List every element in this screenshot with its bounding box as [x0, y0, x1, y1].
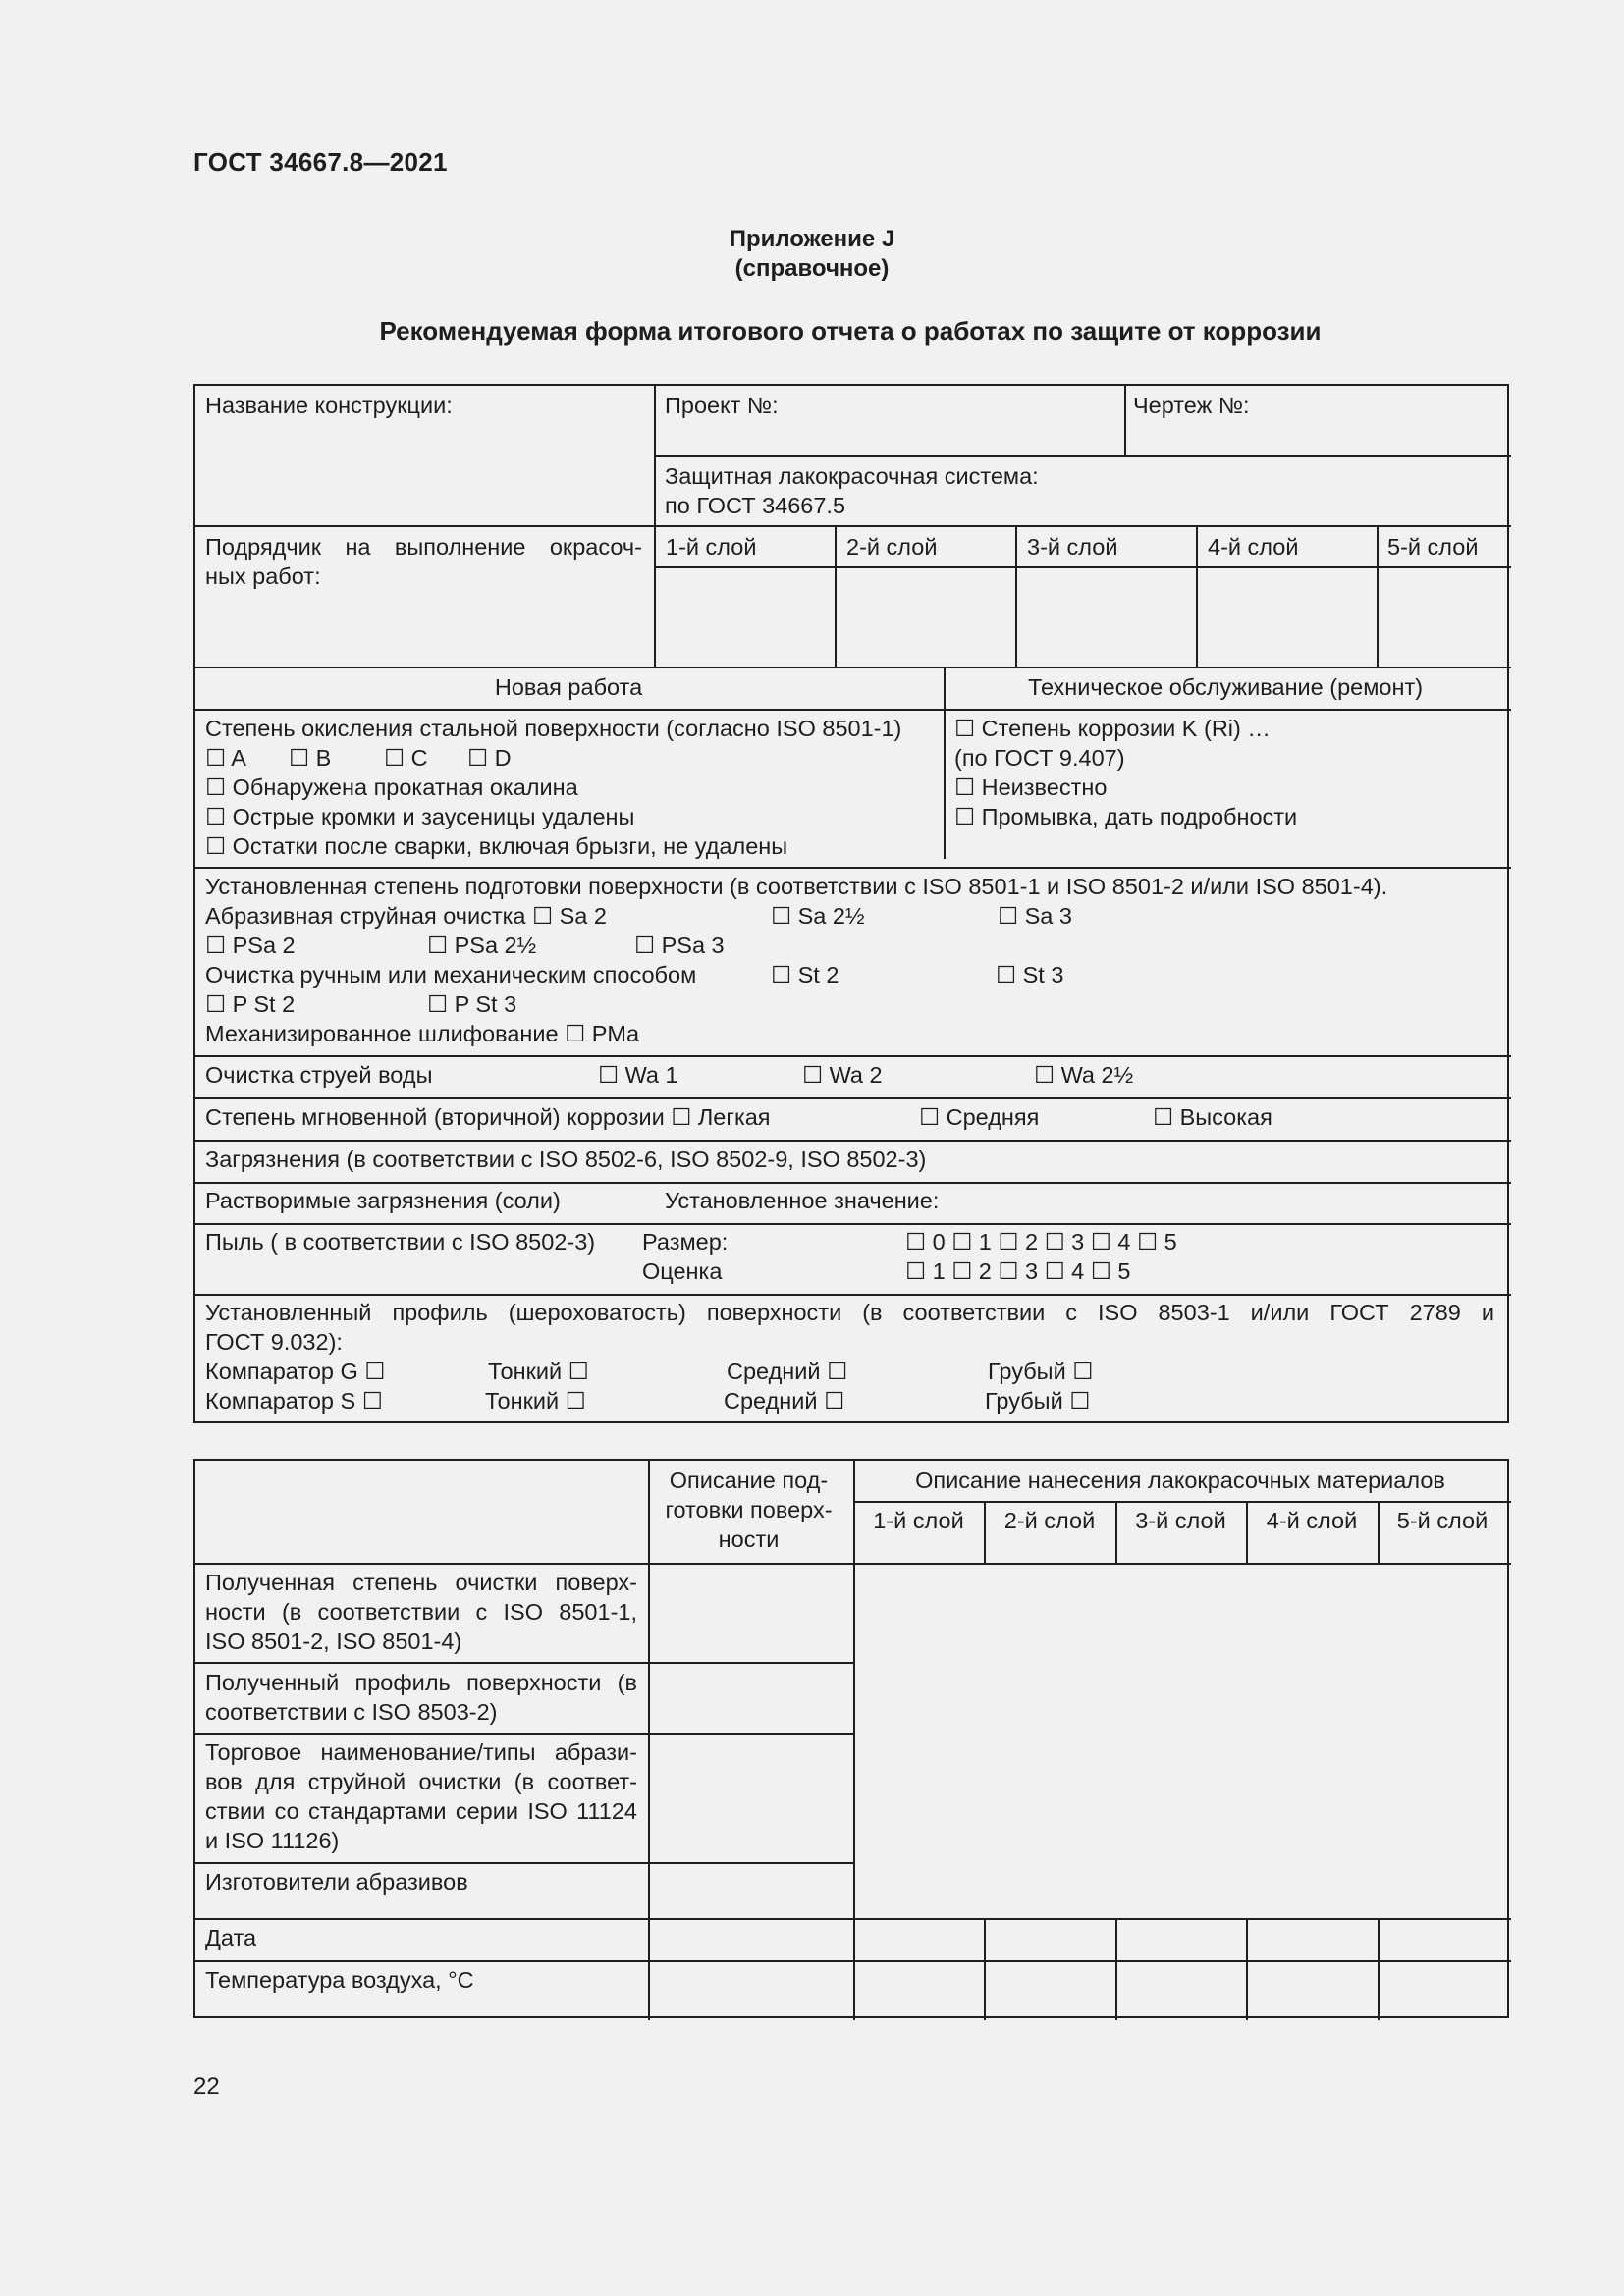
abrasive-trade-label-2: вов для струйной очистки (в соответ-	[205, 1769, 637, 1794]
t2-layer-2-header: 2-й слой	[1003, 1508, 1096, 1533]
comparator-s-checkbox[interactable]: Компаратор S ☐	[205, 1388, 383, 1414]
paint-system-ref: по ГОСТ 34667.5	[665, 493, 846, 518]
dust-size-checkboxes[interactable]: ☐ 0 ☐ 1 ☐ 2 ☐ 3 ☐ 4 ☐ 5	[905, 1229, 1177, 1255]
comparator-g-medium-checkbox[interactable]: Средний ☐	[727, 1359, 848, 1384]
st3-checkbox[interactable]: ☐ St 3	[996, 962, 1064, 988]
t2-layer-4-header: 4-й слой	[1266, 1508, 1358, 1533]
grade-a-checkbox[interactable]: ☐ A	[205, 745, 246, 771]
oxidation-title: Степень окисления стальной поверхности (согласно ISO 8501-1)	[205, 716, 902, 741]
prep-desc-header-3: ности	[718, 1526, 780, 1552]
washing-checkbox[interactable]: ☐ Промывка, дать подробности	[954, 804, 1298, 829]
annex-kind: (справочное)	[734, 255, 890, 282]
layer-4-header: 4-й слой	[1208, 534, 1299, 560]
corrosion-reference: (по ГОСТ 9.407)	[954, 745, 1125, 771]
unknown-checkbox[interactable]: ☐ Неизвестно	[954, 774, 1108, 800]
abrasive-trade-label-3: ствии со стандартами серии ISO 11124	[205, 1798, 637, 1824]
layer-5-header: 5-й слой	[1387, 534, 1479, 560]
project-number-label: Проект №:	[665, 393, 779, 418]
t2-layer-5-header: 5-й слой	[1396, 1508, 1489, 1533]
abrasive-trade-label: Торговое наименование/типы абрази-	[205, 1739, 637, 1765]
coating-desc-header: Описание нанесения лакокрасочных материалов	[915, 1468, 1445, 1493]
pst2-checkbox[interactable]: ☐ P St 2	[205, 991, 296, 1017]
comparator-s-fine-checkbox[interactable]: Тонкий ☐	[485, 1388, 586, 1414]
abrasive-sa2-checkbox[interactable]: Абразивная струйная очистка ☐ Sa 2	[205, 903, 607, 929]
sa2half-checkbox[interactable]: ☐ Sa 2½	[771, 903, 865, 929]
soluble-contamination-label: Растворимые загрязнения (соли)	[205, 1188, 561, 1213]
comparator-s-coarse-checkbox[interactable]: Грубый ☐	[985, 1388, 1091, 1414]
air-temperature-label: Температура воздуха, °C	[205, 1967, 474, 1993]
abrasive-trade-label-4: и ISO 11126)	[205, 1828, 340, 1853]
annex-title: Приложение J	[729, 226, 895, 252]
contractor-label: Подрядчик на выполнение окрасоч-	[205, 534, 642, 560]
flash-rust-high-checkbox[interactable]: ☐ Высокая	[1153, 1104, 1272, 1130]
achieved-cleanliness-label-3: ISO 8501-2, ISO 8501-4)	[205, 1629, 462, 1654]
flash-rust-light-checkbox[interactable]: Степень мгновенной (вторичной) коррозии ☐ Легкая	[205, 1104, 771, 1130]
achieved-profile-label-2: соответствии с ISO 8503-2)	[205, 1699, 498, 1725]
profile-title-cont: ГОСТ 9.032):	[205, 1329, 343, 1355]
layer-1-header: 1-й слой	[666, 534, 757, 560]
wa1-checkbox[interactable]: ☐ Wa 1	[598, 1062, 678, 1088]
t2-layer-1-header: 1-й слой	[873, 1508, 964, 1533]
st2-checkbox[interactable]: ☐ St 2	[771, 962, 839, 988]
psa3-checkbox[interactable]: ☐ PSa 3	[634, 933, 725, 958]
water-jet-label: Очистка струей воды	[205, 1062, 433, 1088]
page-number: 22	[193, 2073, 220, 2100]
dust-rating-checkboxes[interactable]: ☐ 1 ☐ 2 ☐ 3 ☐ 4 ☐ 5	[905, 1258, 1131, 1284]
comparator-g-coarse-checkbox[interactable]: Грубый ☐	[988, 1359, 1094, 1384]
wa2half-checkbox[interactable]: ☐ Wa 2½	[1034, 1062, 1134, 1088]
sa3-checkbox[interactable]: ☐ Sa 3	[998, 903, 1072, 929]
comparator-g-fine-checkbox[interactable]: Тонкий ☐	[488, 1359, 589, 1384]
achieved-cleanliness-label: Полученная степень очистки поверх-	[205, 1570, 637, 1595]
layer-2-header: 2-й слой	[846, 534, 938, 560]
paint-system-label: Защитная лакокрасочная система:	[665, 463, 1039, 489]
flash-rust-medium-checkbox[interactable]: ☐ Средняя	[919, 1104, 1040, 1130]
grade-c-checkbox[interactable]: ☐ C	[384, 745, 428, 771]
dust-label: Пыль ( в соответствии с ISO 8502-3)	[205, 1229, 596, 1255]
machine-grinding-checkbox[interactable]: Механизированное шлифование ☐ PMa	[205, 1021, 640, 1046]
mill-scale-checkbox[interactable]: ☐ Обнаружена прокатная окалина	[205, 774, 578, 800]
layer-3-header: 3-й слой	[1027, 534, 1118, 560]
corrosion-degree-checkbox[interactable]: ☐ Степень коррозии K (Ri) …	[954, 716, 1271, 741]
achieved-cleanliness-label-2: ности (в соответствии с ISO 8501-1,	[205, 1599, 637, 1625]
weld-spatter-checkbox[interactable]: ☐ Остатки после сварки, включая брызги, не удалены	[205, 833, 788, 859]
new-work-header: Новая работа	[494, 674, 643, 700]
grade-b-checkbox[interactable]: ☐ B	[289, 745, 332, 771]
wa2-checkbox[interactable]: ☐ Wa 2	[802, 1062, 883, 1088]
comparator-s-medium-checkbox[interactable]: Средний ☐	[724, 1388, 845, 1414]
established-value-label: Установленное значение:	[665, 1188, 940, 1213]
dust-rating-label: Оценка	[642, 1258, 723, 1284]
contamination-label: Загрязнения (в соответствии с ISO 8502-6, ISO 8502-9, ISO 8502-3)	[205, 1147, 927, 1172]
abrasive-makers-label: Изготовители абразивов	[205, 1869, 468, 1895]
prep-degree-title: Установленная степень подготовки поверхности (в соответствии с ISO 8501-1 и ISO 8501-2 и/или ISO 8501-4).	[205, 874, 1388, 899]
dust-size-label: Размер:	[642, 1229, 729, 1255]
psa2-checkbox[interactable]: ☐ PSa 2	[205, 933, 296, 958]
standard-number: ГОСТ 34667.8—2021	[193, 147, 448, 177]
drawing-number-label: Чертеж №:	[1133, 393, 1250, 418]
pst3-checkbox[interactable]: ☐ P St 3	[427, 991, 517, 1017]
t2-layer-3-header: 3-й слой	[1135, 1508, 1226, 1533]
sharp-edges-checkbox[interactable]: ☐ Острые кромки и заусеницы удалены	[205, 804, 635, 829]
maintenance-header: Техническое обслуживание (ремонт)	[1027, 674, 1424, 700]
prep-desc-header: Описание под-	[669, 1468, 829, 1493]
manual-cleaning-label: Очистка ручным или механическим способом	[205, 962, 697, 988]
comparator-g-checkbox[interactable]: Компаратор G ☐	[205, 1359, 386, 1384]
prep-desc-header-2: готовки поверх-	[665, 1497, 833, 1522]
profile-title: Установленный профиль (шероховатость) поверхности (в соответствии с ISO 8503-1 и/или ГОСТ 2789 и	[205, 1300, 1494, 1325]
form-title: Рекомендуемая форма итогового отчета о работах по защите от коррозии	[379, 316, 1322, 346]
structure-name-label: Название конструкции:	[205, 393, 453, 418]
date-label: Дата	[205, 1925, 257, 1950]
achieved-profile-label: Полученный профиль поверхности (в	[205, 1670, 637, 1695]
grade-d-checkbox[interactable]: ☐ D	[467, 745, 512, 771]
psa2half-checkbox[interactable]: ☐ PSa 2½	[427, 933, 537, 958]
contractor-label-cont: ных работ:	[205, 563, 321, 589]
